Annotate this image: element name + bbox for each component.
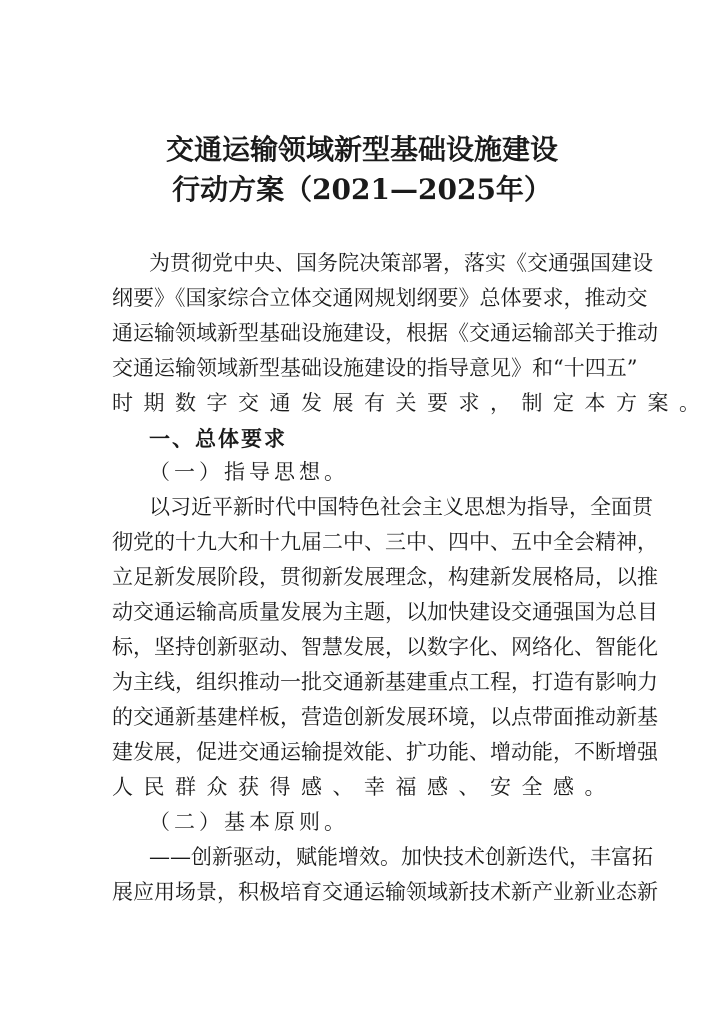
section-heading: 一、总体要求: [149, 426, 287, 451]
document-title-line1: 交通运输领域新型基础设施建设: [165, 133, 558, 166]
subsection-heading: （二）基本原则。: [149, 810, 349, 834]
body-line: 立足新发展阶段，贯彻新发展理念，构建新发展格局，以推: [112, 565, 658, 589]
body-line: 建发展，促进交通运输提效能、扩功能、增动能，不断增强: [112, 740, 658, 764]
body-line: 展应用场景，积极培育交通运输领域新技术新产业新业态新: [112, 880, 658, 904]
document-title-line2: 行动方案（2021—2025年）: [172, 173, 552, 206]
body-line: 标，坚持创新驱动、智慧发展，以数字化、网络化、智能化: [112, 635, 658, 659]
body-line: 彻党的十九大和十九届二中、三中、四中、五中全会精神，: [112, 530, 658, 554]
body-line: 为主线，组织推动一批交通新基建重点工程，打造有影响力: [112, 670, 658, 694]
body-line: 的交通新基建样板，营造创新发展环境，以点带面推动新基: [112, 705, 658, 729]
body-line: 人民群众获得感、幸福感、安全感。: [112, 775, 616, 799]
subsection-heading: （一）指导思想。: [149, 460, 349, 484]
intro-line: 时期数字交通发展有关要求，制定本方案。: [112, 391, 711, 415]
intro-line: 交通运输领域新型基础设施建设的指导意见》和“十四五”: [112, 356, 638, 380]
body-line: ——创新驱动，赋能增效。加快技术创新迭代，丰富拓: [149, 845, 653, 869]
intro-line: 为贯彻党中央、国务院决策部署，落实《交通强国建设: [149, 251, 653, 275]
intro-line: 纲要》《国家综合立体交通网规划纲要》总体要求，推动交: [112, 286, 648, 310]
intro-line: 通运输领域新型基础设施建设，根据《交通运输部关于推动: [112, 321, 658, 345]
body-line: 动交通运输高质量发展为主题，以加快建设交通强国为总目: [112, 600, 658, 624]
body-line: 以习近平新时代中国特色社会主义思想为指导，全面贯: [149, 495, 653, 519]
